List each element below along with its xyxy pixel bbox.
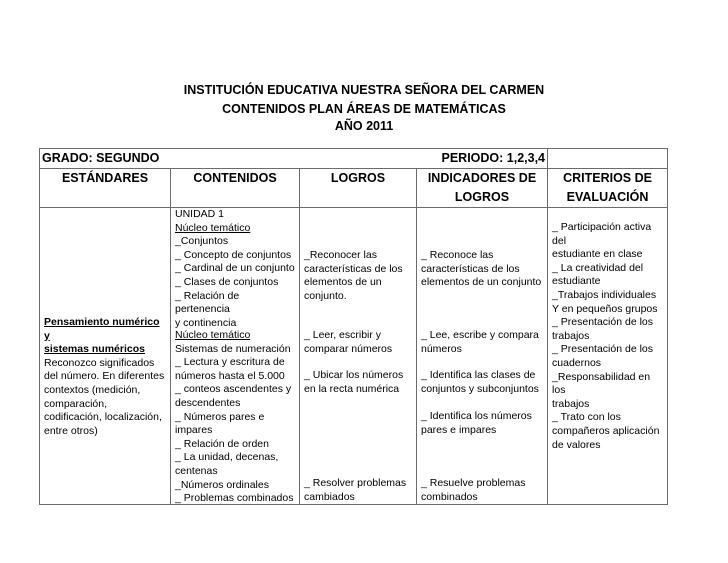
criterio-line: compañeros aplicación [552,424,660,437]
criterio-line: _ La creatividad del [552,261,644,274]
logro-line: elementos de un [304,276,382,289]
logro-line: _ Leer, escribir y [304,329,382,341]
criterios-block [552,221,663,452]
contenido-item: números hasta el 5.000 [175,369,285,382]
criterio-line: _Responsabilidad en los [552,370,651,397]
contenido-item: _ Relación de orden [175,437,269,450]
contenido-item: _ Problemas combinados [175,492,294,505]
plan-title: CONTENIDOS PLAN ÁREAS DE MATEMÁTICAS [222,102,506,116]
estandar-line: codificación, localización, [44,411,162,424]
header-estandares: ESTÁNDARES [40,169,171,208]
indicador-line: características de los [421,262,520,275]
estandar-title-line2: sistemas numéricos [44,343,145,356]
contenido-item: centenas [175,464,218,477]
nucleo-tematico-label: Núcleo temático [175,221,251,234]
indicadores-block-1 [421,249,543,290]
logro-line: características de los [304,262,403,275]
header-indicadores-line2: LOGROS [454,190,510,204]
estandares-cell [40,208,171,505]
indicador-line: pares e impares [421,423,497,436]
header-indicadores-line1: INDICADORES DE [427,171,537,185]
indicador-line: _ Lee, escribe y compara [421,329,539,341]
nucleo-tematico-label: Núcleo temático [175,329,251,341]
contenido-item: _ Números pares e [175,410,265,423]
header-contenidos: CONTENIDOS [171,169,300,208]
criterio-line: Y en pequeños grupos [552,302,658,315]
criterio-line: _ Participación activa del [552,221,652,247]
indicadores-block-4 [421,410,543,437]
indicador-line: _ Resuelve problemas [421,477,526,489]
criterio-line: _ Presentación de los [552,316,653,329]
criterio-line: trabajos [552,329,590,342]
contenido-item: _ La unidad, decenas, [175,451,279,464]
contenido-item: y continencia [175,316,237,329]
header-logros: LOGROS [300,169,417,208]
indicador-line: _ Identifica los números [421,410,532,422]
contenido-item: _ Lectura y escritura de [175,356,285,369]
contenidos-block-2 [175,329,295,506]
contenido-item: _ Relación de pertenencia [175,289,240,316]
estandar-line: comparación, [44,397,108,410]
indicador-line: conjuntos y subconjuntos [421,382,539,395]
criterios-cell [548,208,668,505]
contenidos-block-1 [175,208,295,330]
logros-block-3 [304,369,412,396]
grade-label: GRADO: SEGUNDO [40,149,300,169]
contenido-item: Sistemas de numeración [175,342,291,355]
criterio-line: de valores [552,438,601,451]
contenido-item: _Conjuntos [175,235,229,248]
grade-row [40,149,668,169]
logro-line: en la recta numérica [304,382,400,395]
estandar-line: contextos (medición, [44,383,141,396]
unidad-label: UNIDAD 1 [175,208,225,220]
logro-line: comparar números [304,342,393,355]
logro-line: conjunto. [304,289,347,302]
indicador-line: _ Reconoce las [421,249,494,261]
logro-line: _Reconocer las [304,249,377,261]
contenido-item: descendentes [175,396,241,409]
header-indicadores [417,169,548,208]
indicador-line: números [421,342,462,355]
estandar-title-line1: Pensamiento numérico y [44,316,160,342]
logro-line: _ Resolver problemas [304,477,407,489]
curriculum-table [39,148,668,505]
estandar-line: entre otros) [44,424,98,437]
estandar-line: Reconozco significados [44,356,155,369]
logros-block-1 [304,249,412,303]
indicadores-block-3 [421,369,543,396]
content-row [40,208,668,505]
contenido-item: _ Clases de conjuntos [175,275,279,288]
indicador-line: _ Identifica las clases de [421,369,536,381]
logros-block-4 [304,477,412,504]
header-criterios-line2: EVALUACIÓN [566,190,649,204]
logros-block-2 [304,329,412,356]
header-criterios-line1: CRITERIOS DE [563,171,652,185]
logro-line: cambiados [304,490,355,503]
indicadores-block-5 [421,477,543,504]
contenidos-cell [171,208,300,505]
logros-cell [300,208,417,505]
contenido-item: _Números ordinales [175,478,269,491]
indicador-line: elementos de un conjunto [421,276,542,289]
criterio-line: _ Trato con los [552,411,621,424]
contenido-item: _ conteos ascendentes y [175,383,292,396]
contenido-item: _ Cardinal de un conjunto [175,262,295,275]
indicador-line: combinados [421,490,478,503]
criterio-line: _ Presentación de los [552,343,653,356]
period-label: PERIODO: 1,2,3,4 [300,149,548,169]
criterio-line: trabajos [552,397,590,410]
criterio-line: cuadernos [552,356,602,369]
contenido-item: _ Concepto de conjuntos [175,248,292,261]
institution-name: INSTITUCIÓN EDUCATIVA NUESTRA SEÑORA DEL CARMEN [183,83,545,97]
indicadores-block-2 [421,329,543,356]
grade-row-empty-cell [548,149,668,169]
criterio-line: _Trabajos individuales [552,288,657,301]
logro-line: _ Ubicar los números [304,369,404,381]
estandar-line: del número. En diferentes [44,370,165,383]
plan-year: AÑO 2011 [334,119,394,133]
indicadores-cell [417,208,548,505]
criterio-line: estudiante [552,275,601,288]
contenido-item: impares [175,424,213,437]
header-criterios [548,169,668,208]
criterio-line: estudiante en clase [552,248,643,261]
estandares-block [44,316,166,438]
column-header-row [40,169,668,208]
